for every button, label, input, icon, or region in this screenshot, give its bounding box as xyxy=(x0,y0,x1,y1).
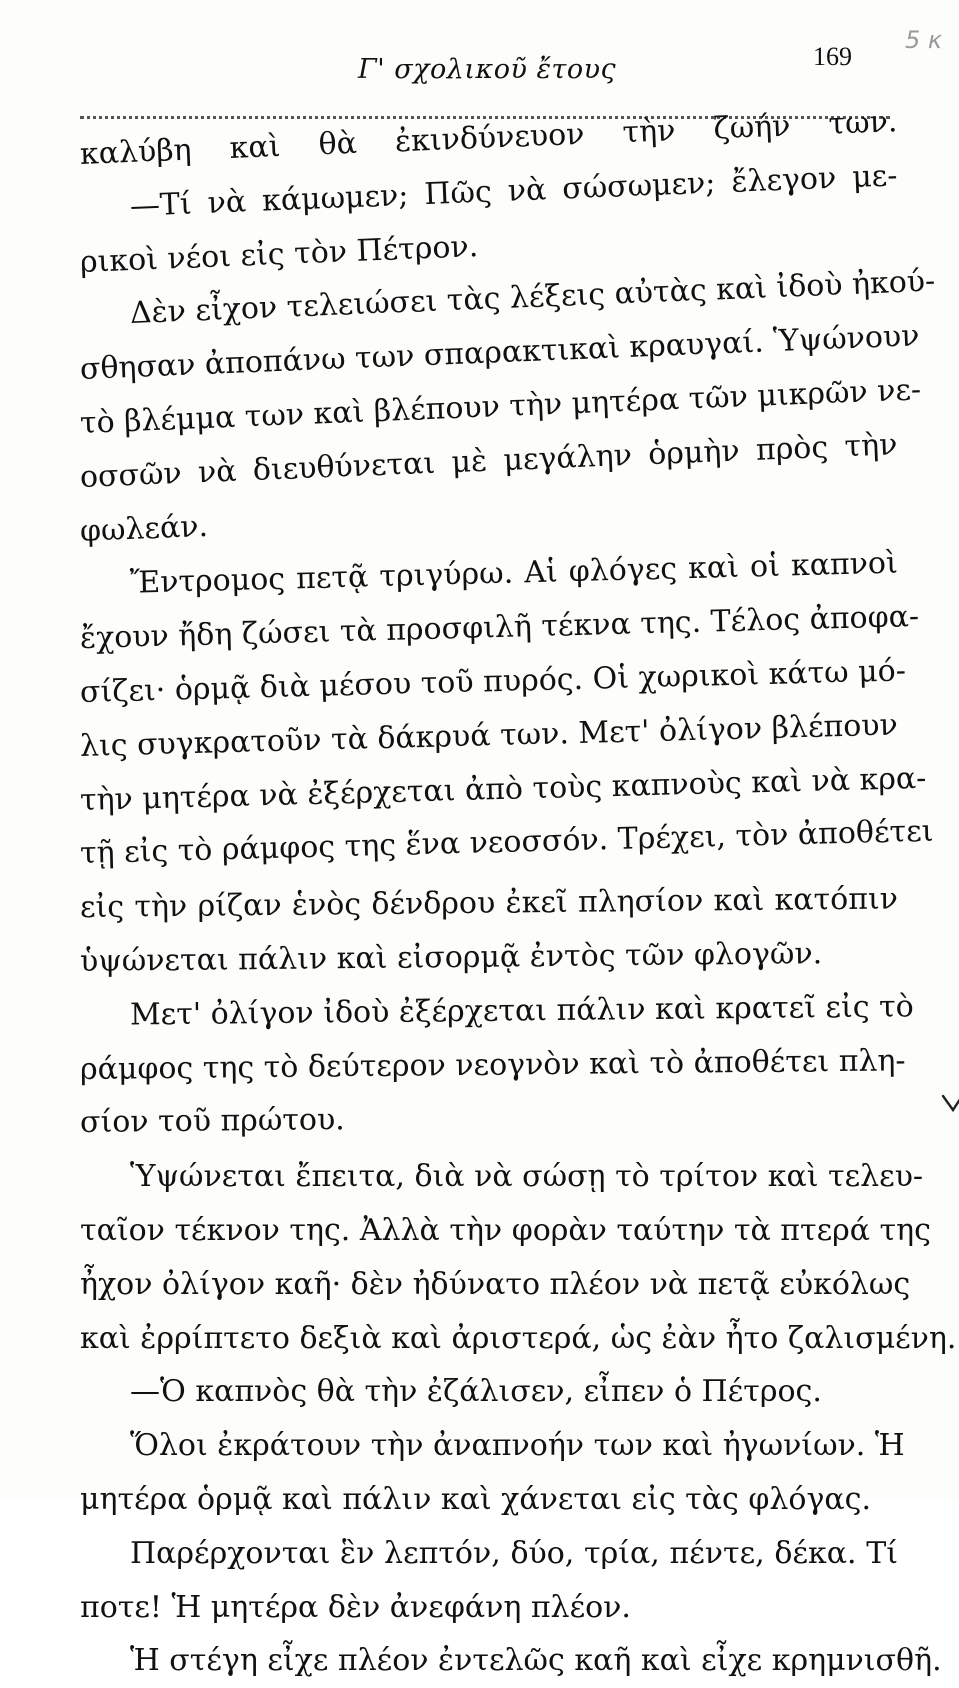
body-text xyxy=(79,104,957,1688)
text-line: λις συγκρατοῦν τὰ δάκρυά των. Μετ' ὀλίγον βλέπουν xyxy=(79,707,899,764)
text-line: τῇ εἰς τὸ ράμφος της ἕνα νεοσσόν. Τρέχει, τὸν ἀποθέτει xyxy=(79,814,934,872)
text-line: τὴν μητέρα νὰ ἐξέρχεται ἀπὸ τοὺς καπνοὺς καὶ νὰ κρα- xyxy=(79,760,927,818)
text-line: εἰς τὴν ρίζαν ἑνὸς δένδρου ἐκεῖ πλησίον καὶ κατόπιν xyxy=(79,881,899,926)
text-line: καλύβη καὶ θὰ ἐκινδύνευον τὴν ζωήν των. xyxy=(79,104,899,172)
text-line: σθησαν ἀποπάνω των σπαρακτικαὶ κραυγαί. Ὑψώνουν xyxy=(79,318,921,388)
text-line: Ἡ στέγη εἶχε πλέον ἐντελῶς καῆ καὶ εἶχε κρημνισθῆ. xyxy=(130,1643,942,1679)
text-line: οσσῶν νὰ διευθύνεται μὲ μεγάλην ὁρμὴν πρὸς τὴν xyxy=(79,426,899,495)
margin-pencil-note: 5 κ xyxy=(904,26,942,54)
page-number: 169 xyxy=(813,42,852,71)
text-line: καὶ ἐρρίπτετο δεξιὰ καὶ ἀριστερά, ὡς ἐὰν ἦτο ζαλισμένη. xyxy=(80,1320,957,1356)
text-line: τὸ βλέμμα των καὶ βλέπουν τὴν μητέρα τῶν μικρῶν νε- xyxy=(79,372,922,441)
text-line: Ὅλοι ἐκράτουν τὴν ἀναπνοήν των καὶ ἠγωνίων. Ἡ xyxy=(130,1428,905,1464)
text-line: —Ὁ καπνὸς θὰ τὴν ἐζάλισεν, εἶπεν ὁ Πέτρος. xyxy=(130,1374,822,1410)
text-line: ταῖον τέκνον της. Ἀλλὰ τὴν φορὰν ταύτην τὰ πτερά της xyxy=(80,1212,931,1248)
text-line: Μετ' ὀλίγον ἰδοὺ ἐξέρχεται πάλιν καὶ κρατεῖ εἰς τὸ xyxy=(129,989,914,1033)
text-line: φωλεάν. xyxy=(79,508,209,549)
text-line: ἔχουν ἤδη ζώσει τὰ προσφιλῆ τέκνα της. Τέλος ἀποφα- xyxy=(79,599,920,657)
pencil-check-mark-icon xyxy=(939,1066,959,1122)
text-line: σίον τοῦ πρώτου. xyxy=(79,1102,345,1141)
text-line: μητέρα ὁρμᾷ καὶ πάλιν καὶ χάνεται εἰς τὰς φλόγας. xyxy=(80,1481,871,1517)
running-head: Γ' σχολικοῦ ἔτους xyxy=(358,54,617,85)
text-line: ἦχον ὀλίγον καῆ· δὲν ἠδύνατο πλέον νὰ πετᾷ εὐκόλως xyxy=(80,1266,911,1302)
text-line: ράμφος της τὸ δεύτερον νεογνὸν καὶ τὸ ἀποθέτει πλη- xyxy=(79,1042,906,1087)
text-line: ρικοὶ νέοι εἰς τὸν Πέτρον. xyxy=(79,228,479,280)
text-line: σίζει· ὁρμᾷ διὰ μέσου τοῦ πυρός. Οἱ χωρικοὶ κάτω μό- xyxy=(79,653,907,710)
text-line: Δὲν εἶχον τελειώσει τὰς λέξεις αὐτὰς καὶ ἰδοὺ ἠκού- xyxy=(129,264,936,332)
text-line: ποτε! Ἡ μητέρα δὲν ἀνεφάνη πλέον. xyxy=(80,1589,631,1625)
text-line: Ἔντρομος πετᾷ τριγύρω. Αἱ φλόγες καὶ οἱ καπνοὶ xyxy=(129,545,899,602)
page-header xyxy=(90,26,942,90)
text-line: ὑψώνεται πάλιν καὶ εἰσορμᾷ ἐντὸς τῶν φλογῶν. xyxy=(79,936,823,979)
text-line: Ὑψώνεται ἔπειτα, διὰ νὰ σώσῃ τὸ τρίτον καὶ τελευ- xyxy=(130,1159,924,1195)
text-line: —Τί νὰ κάμωμεν; Πῶς νὰ σώσωμεν; ἔλεγον με- xyxy=(129,157,899,224)
text-line: Παρέρχονται ἓν λεπτόν, δύο, τρία, πέντε, δέκα. Τί xyxy=(130,1535,898,1571)
